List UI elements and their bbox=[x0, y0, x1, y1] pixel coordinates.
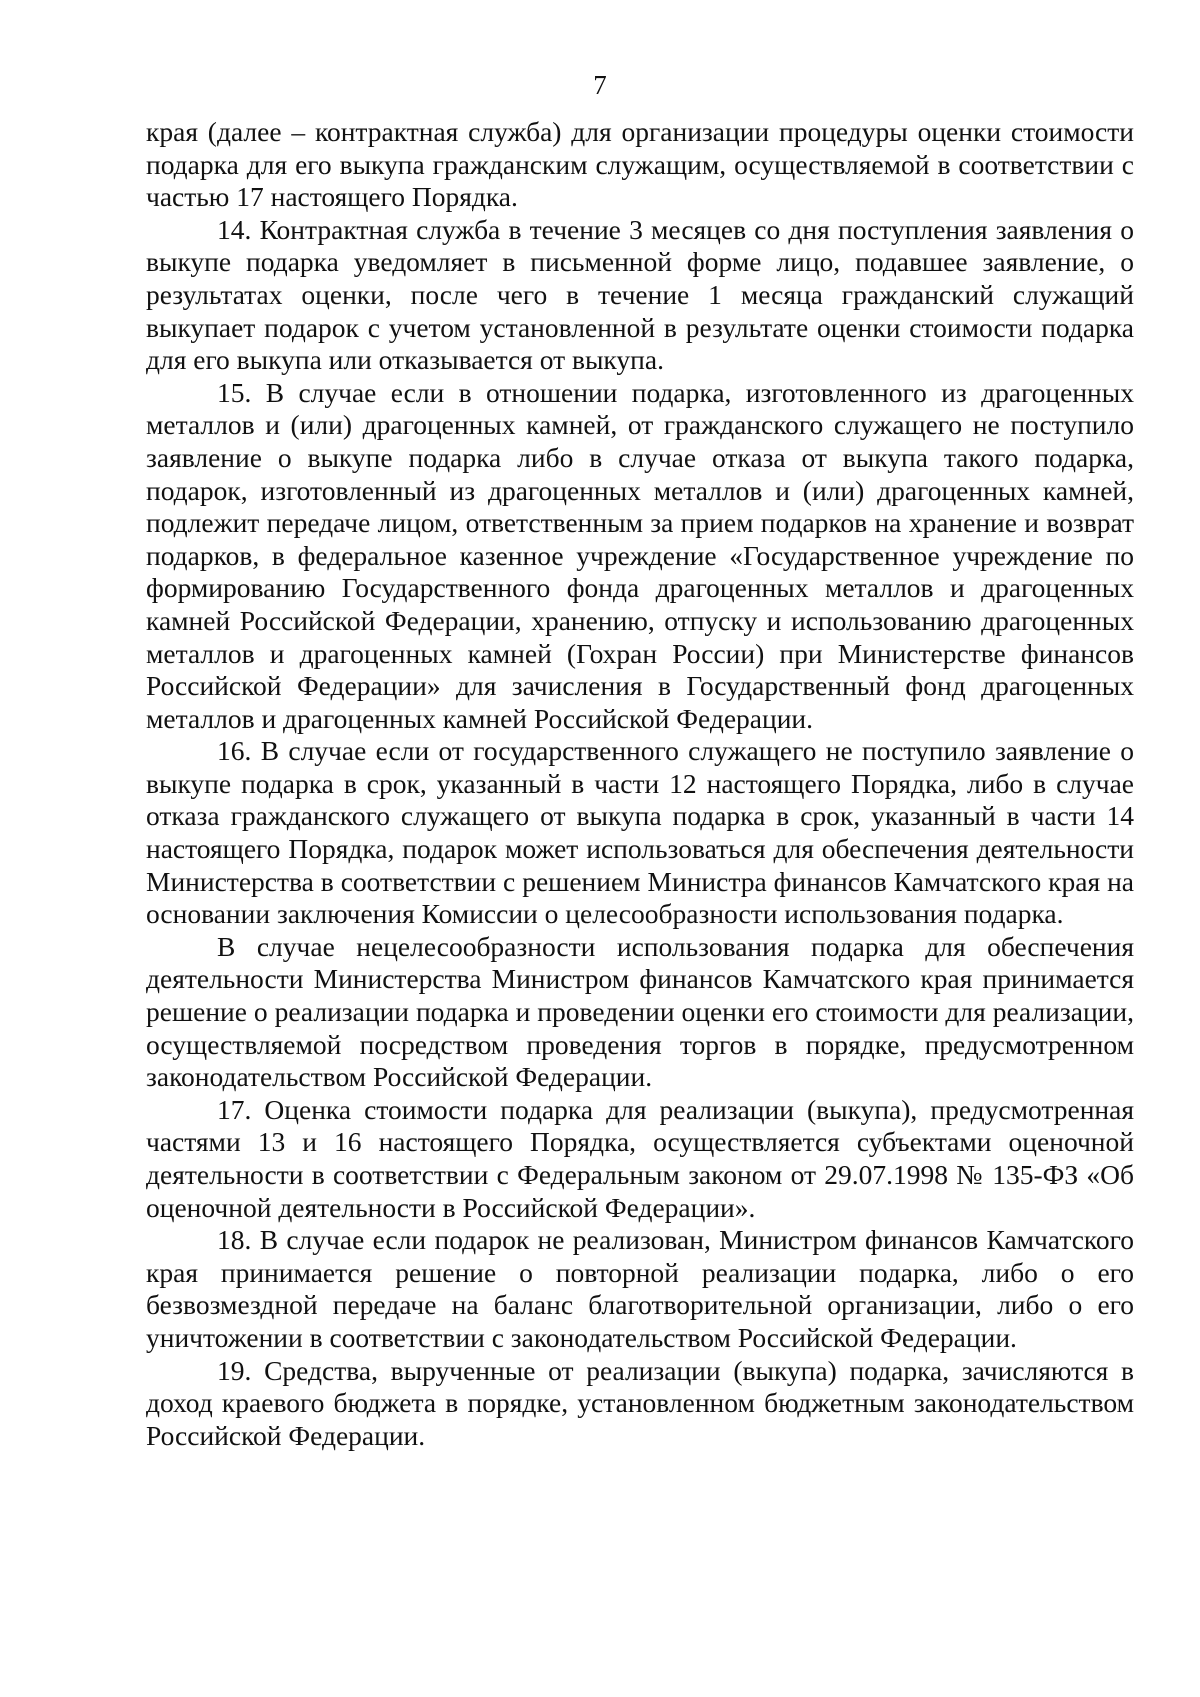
paragraph-clause-16-continued: В случае нецелесообразности использования подарка для обеспечения деятельности Министерства Министром финансов Камчатского края принимается решение о реализации подарка и проведении оценки его стоимости для реализации, осуществляемой посредством проведения торгов в порядке, предусмотренном законодательством Российской Федерации. bbox=[146, 930, 1134, 1093]
page-number: 7 bbox=[593, 70, 607, 100]
paragraph-clause-15: 15. В случае если в отношении подарка, изготовленного из драгоценных металлов и (или) драгоценных камней, от гражданского служащего не поступило заявление о выкупе подарка либо в случае отказа от выкупа такого подарка, подарок, изготовленный из драгоценных металлов и (или) драгоценных камней, подлежит передаче лицом, ответственным за прием подарков на хранение и возврат подарков, в федеральное казенное учреждение «Государственное учреждение по формированию Государственного фонда драгоценных металлов и драгоценных камней Российской Федерации, хранению, отпуску и использованию драгоценных металлов и драгоценных камней (Гохран России) при Министерстве финансов Российской Федерации» для зачисления в Государственный фонд драгоценных металлов и драгоценных камней Российской Федерации. bbox=[146, 376, 1134, 734]
paragraph-clause-16: 16. В случае если от государственного служащего не поступило заявление о выкупе подарка в срок, указанный в части 12 настоящего Порядка, либо в случае отказа гражданского служащего от выкупа подарка в срок, указанный в части 14 настоящего Порядка, подарок может использоваться для обеспечения деятельности Министерства в соответствии с решением Министра финансов Камчатского края на основании заключения Комиссии о целесообразности использования подарка. bbox=[146, 735, 1134, 930]
paragraph-clause-19: 19. Средства, вырученные от реализации (выкупа) подарка, зачисляются в доход краевого бюджета в порядке, установленном бюджетным законодательством Российской Федерации. bbox=[146, 1354, 1134, 1451]
paragraph-continuation: края (далее – контрактная служба) для организации процедуры оценки стоимости подарка для его выкупа гражданским служащим, осуществляемой в соответствии с частью 17 настоящего Порядка. bbox=[146, 116, 1134, 213]
paragraph-clause-17: 17. Оценка стоимости подарка для реализации (выкупа), предусмотренная частями 13 и 16 настоящего Порядка, осуществляется субъектами оценочной деятельности в соответствии с Федеральным законом от 29.07.1998 № 135-ФЗ «Об оценочной деятельности в Российской Федерации». bbox=[146, 1093, 1134, 1223]
paragraph-clause-18: 18. В случае если подарок не реализован, Министром финансов Камчатского края принимается решение о повторной реализации подарка, либо о его безвозмездной передаче на баланс благотворительной организации, либо о его уничтожении в соответствии с законодательством Российской Федерации. bbox=[146, 1224, 1134, 1353]
paragraph-clause-14: 14. Контрактная служба в течение 3 месяцев со дня поступления заявления о выкупе подарка уведомляет в письменной форме лицо, подавшее заявление, о результатах оценки, после чего в течение 1 месяца гражданский служащий выкупает подарок с учетом установленной в результате оценки стоимости подарка для его выкупа или отказывается от выкупа. bbox=[146, 213, 1134, 376]
document-body bbox=[146, 116, 1134, 1452]
